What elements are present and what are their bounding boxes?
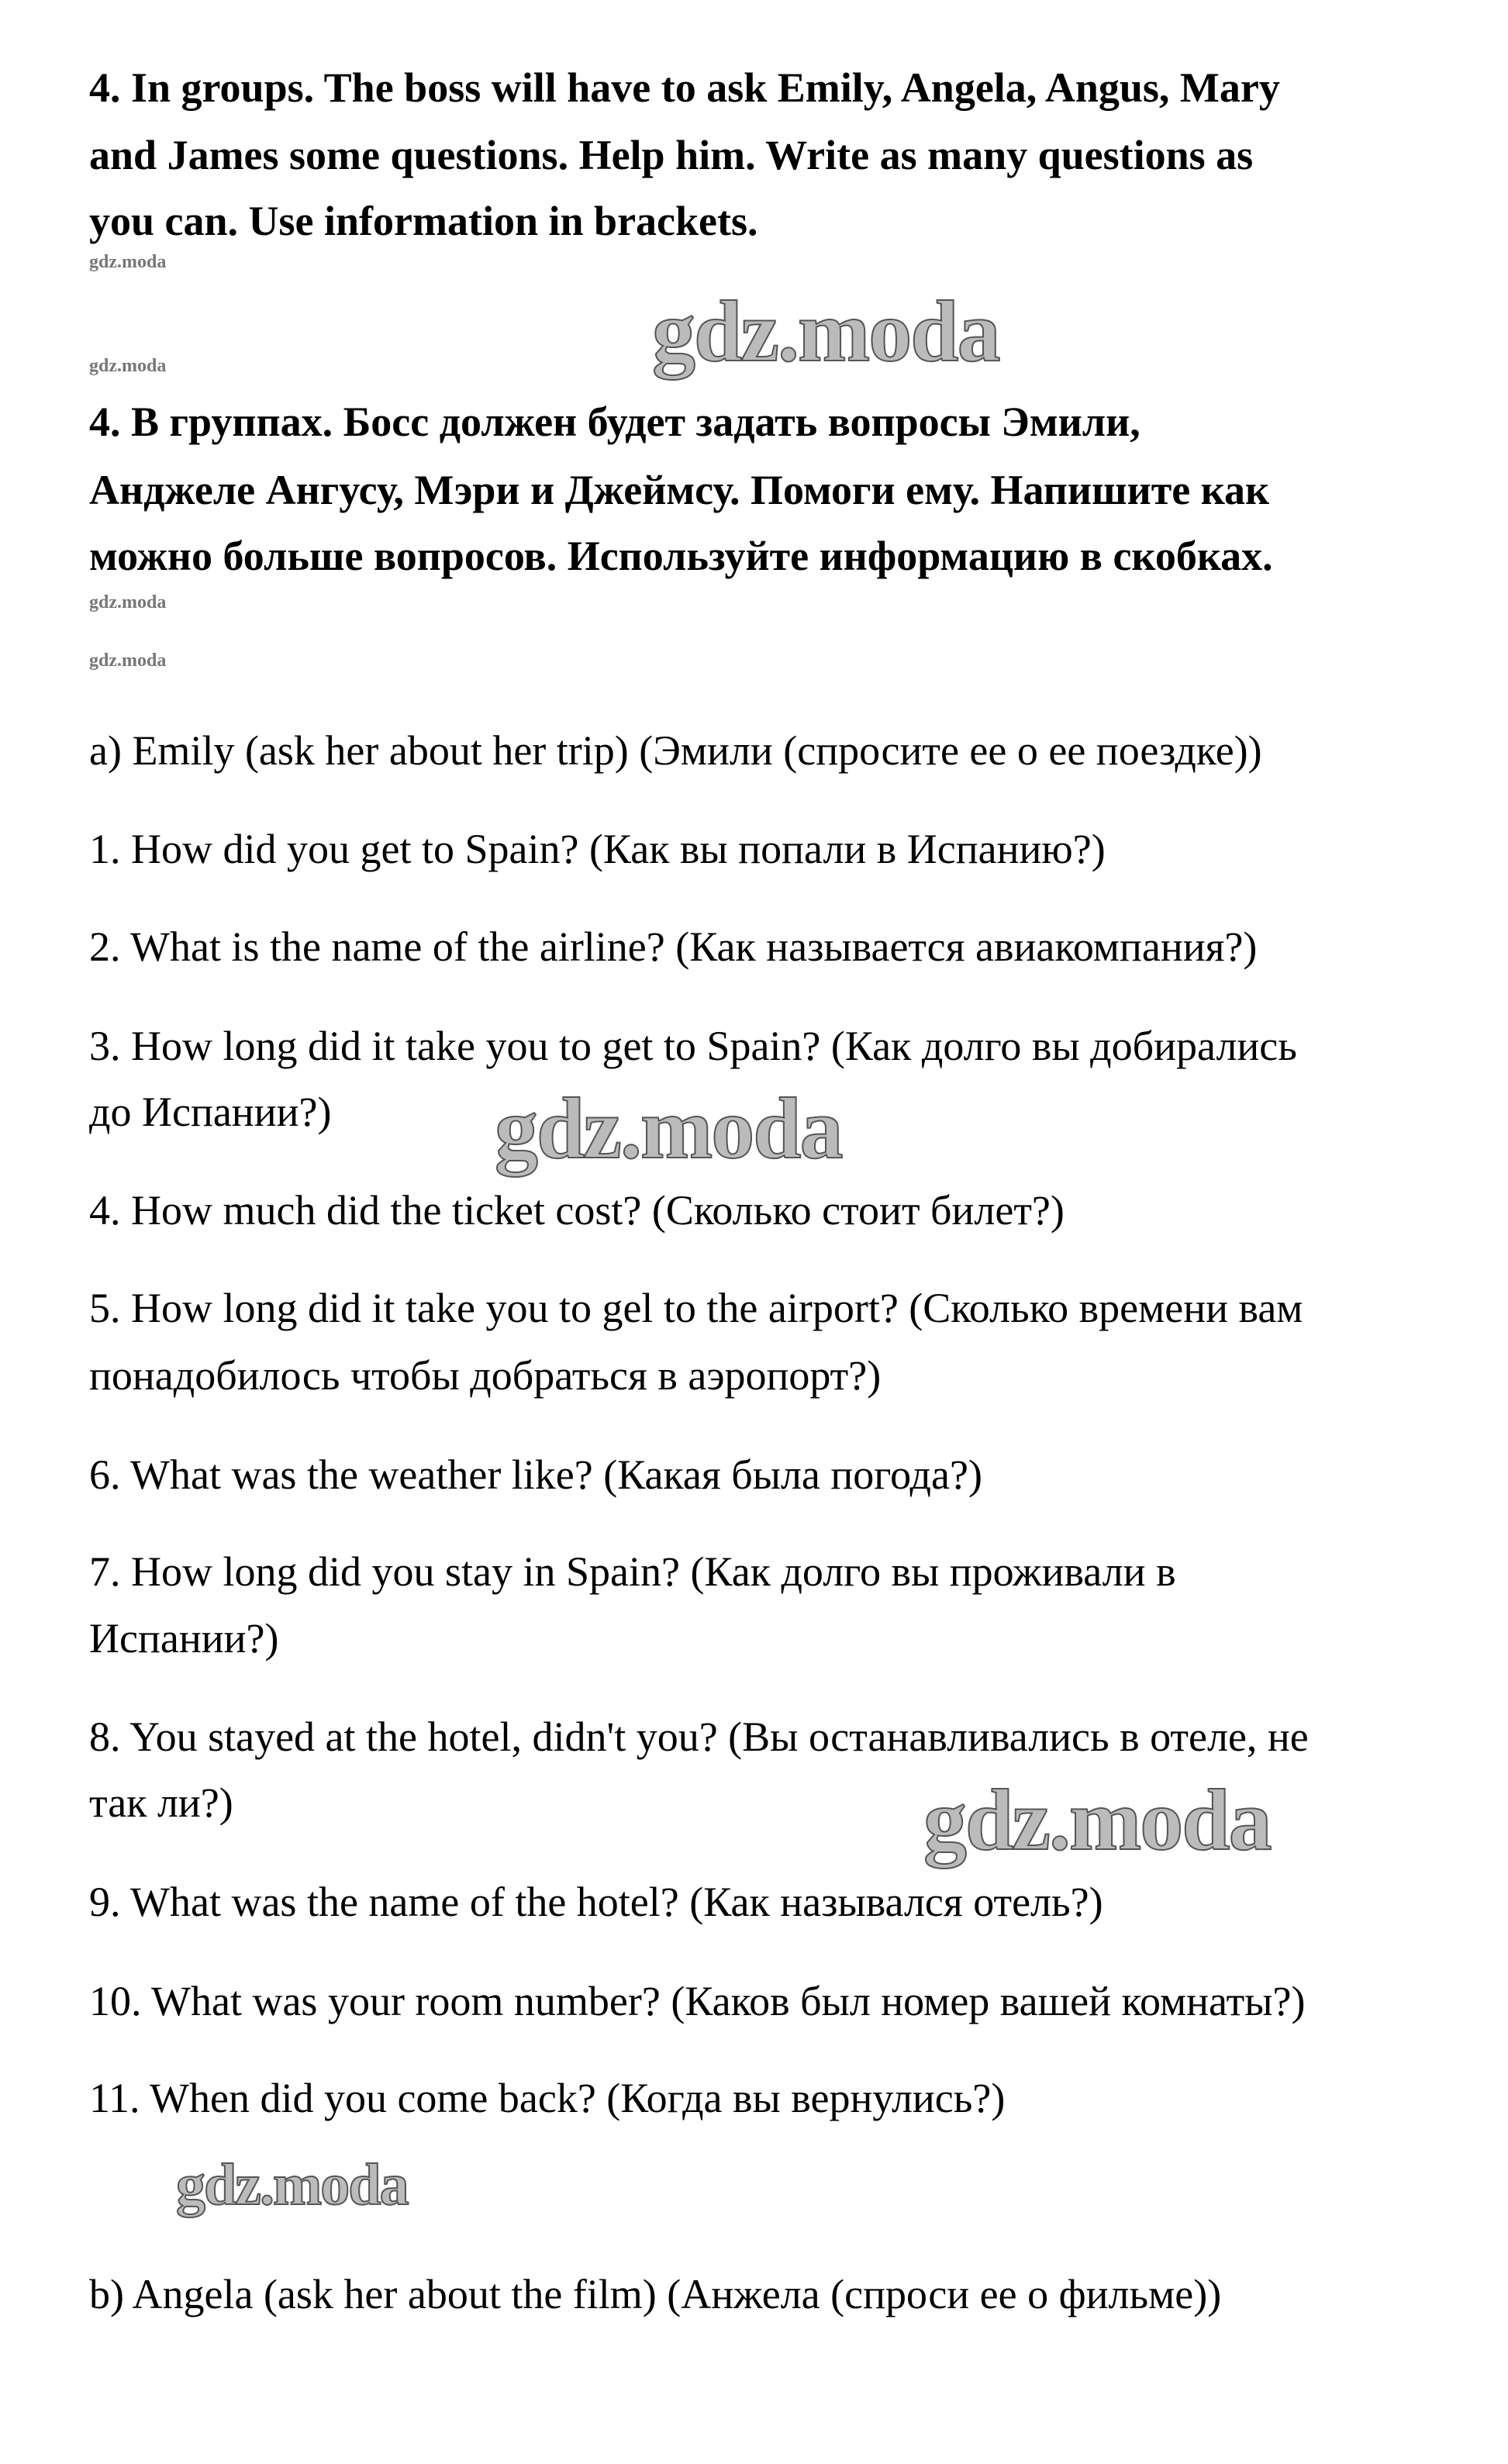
heading-line: you can. Use information in brackets.	[89, 198, 758, 244]
question-line: Испании?)	[89, 1615, 279, 1662]
heading-line: 4. In groups. The boss will have to ask Emily, Angela, Angus, Mary	[89, 64, 1280, 111]
question-line: 2. What is the name of the airline? (Как называется авиакомпания?)	[89, 923, 1258, 970]
question-line: 7. How long did you stay in Spain? (Как долго вы проживали в	[89, 1548, 1176, 1595]
question-line: 1. How did you get to Spain? (Как вы попали в Испанию?)	[89, 826, 1106, 872]
watermark-small: gdz.moda	[89, 651, 167, 671]
question-line: 9. What was the name of the hotel? (Как назывался отель?)	[89, 1879, 1103, 1925]
question-line: 10. What was your room number? (Каков был номер вашей комнаты?)	[89, 1978, 1306, 2024]
watermark-large: gdz.moda	[652, 284, 999, 380]
heading-line: 4. В группах. Босс должен будет задать вопросы Эмили,	[89, 399, 1140, 445]
question-line: 8. You stayed at the hotel, didn't you? (Вы останавливались в отеле, не	[89, 1713, 1309, 1760]
watermark-small: gdz.moda	[89, 592, 167, 613]
section-title: b) Angela (ask her about the film) (Анжела (спроси ее о фильме))	[89, 2271, 1222, 2317]
heading-line: можно больше вопросов. Используйте информацию в скобках.	[89, 533, 1273, 579]
question-line: 11. When did you come back? (Когда вы вернулись?)	[89, 2075, 1006, 2121]
question-line: 6. What was the weather like? (Какая была погода?)	[89, 1451, 982, 1498]
question-line: 4. How much did the ticket cost? (Сколько стоит билет?)	[89, 1187, 1065, 1234]
section-title: a) Emily (ask her about her trip) (Эмили (спросите ее о ее поездке))	[89, 727, 1262, 774]
question-line: 3. How long did it take you to get to Spain? (Как долго вы добирались	[89, 1023, 1297, 1069]
watermark-small: gdz.moda	[89, 356, 167, 376]
question-line: 5. How long did it take you to gel to the airport? (Сколько времени вам	[89, 1285, 1303, 1331]
watermark-small: gdz.moda	[89, 252, 167, 272]
heading-line: and James some questions. Help him. Write as many questions as	[89, 132, 1254, 178]
watermark-large: gdz.moda	[923, 1772, 1271, 1869]
watermark-large: gdz.moda	[495, 1081, 842, 1177]
heading-line: Анджеле Ангусу, Мэри и Джеймсу. Помоги ему. Напишите как	[89, 467, 1270, 513]
question-line: понадобилось чтобы добраться в аэропорт?)	[89, 1352, 882, 1399]
watermark-large: gdz.moda	[176, 2152, 408, 2217]
question-line: так ли?)	[89, 1779, 233, 1826]
question-line: до Испании?)	[89, 1089, 332, 1135]
